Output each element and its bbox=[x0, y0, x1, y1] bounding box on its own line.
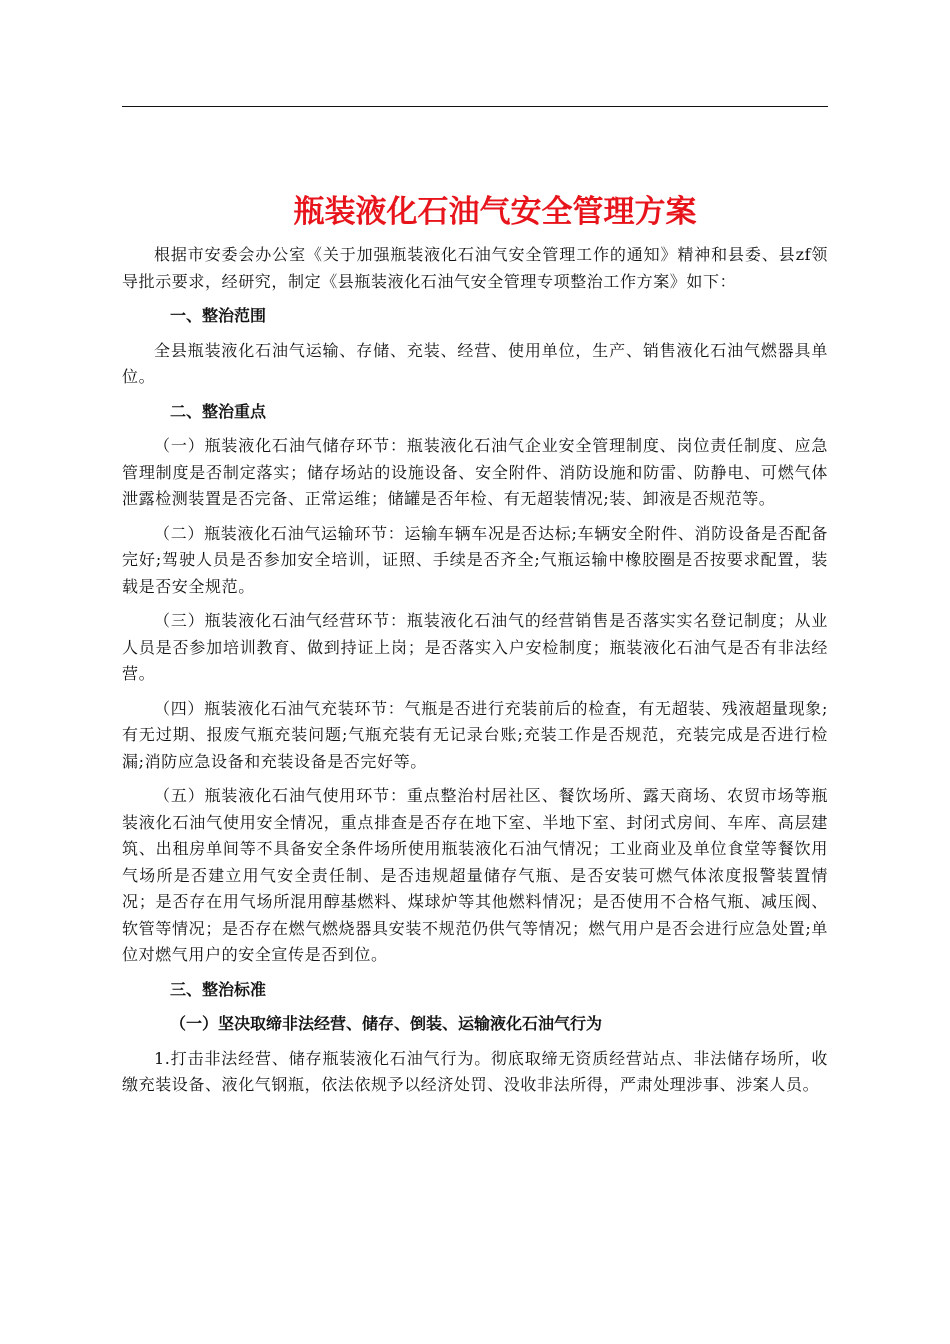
document-title: 瓶装液化石油气安全管理方案 bbox=[293, 194, 697, 230]
focus-filling-paragraph: （四）瓶装液化石油气充装环节：气瓶是否进行充装前后的检查，有无超装、残液超量现象;有无过期、报废气瓶充装问题;气瓶充装有无记录台账;充装工作是否规范，充装完成是否进行检漏;消防应急设备和充装设备是否完好等。 bbox=[122, 698, 828, 771]
scope-paragraph: 全县瓶装液化石油气运输、存储、充装、经营、使用单位，生产、销售液化石油气燃器具单位。 bbox=[122, 340, 828, 386]
section-heading-scope: 一、整治范围 bbox=[170, 306, 267, 325]
section-heading-focus: 二、整治重点 bbox=[170, 401, 267, 421]
focus-storage-paragraph: （一）瓶装液化石油气储存环节：瓶装液化石油气企业安全管理制度、岗位责任制度、应急管理制度是否制定落实；储存场站的设施设备、安全附件、消防设施和防雷、防静电、可燃气体泄露检测装置是否完备、正常运维；储罐是否年检、有无超装情况;装、卸液是否规范等。 bbox=[122, 436, 828, 508]
subsection-heading-ban: （一）坚决取缔非法经营、储存、倒装、运输液化石油气行为 bbox=[170, 1014, 603, 1033]
section-heading-standards: 三、整治标准 bbox=[170, 979, 267, 999]
focus-usage-paragraph: （五）瓶装液化石油气使用环节：重点整治村居社区、餐饮场所、露天商场、农贸市场等瓶装液化石油气使用安全情况，重点排查是否存在地下室、半地下室、封闭式房间、车库、高层建筑、出租房单间等不具备安全条件场所使用瓶装液化石油气情况；工业商业及单位食堂等餐饮用气场所是否建立用气安全责任制、是否违规超量储存气瓶、是否安装可燃气体浓度报警装置情况；是否存在用气场所混用醇基燃料、煤球炉等其他燃料情况；是否使用不合格气瓶、减压阀、软管等情况；是否存在燃气燃烧器具安装不规范仍供气等情况；燃气用户是否会进行应急处置;单位对燃气用户的安全宣传是否到位。 bbox=[122, 786, 828, 964]
focus-business-paragraph: （三）瓶装液化石油气经营环节：瓶装液化石油气的经营销售是否落实实名登记制度；从业人员是否参加培训教育、做到持证上岗；是否落实入户安检制度；瓶装液化石油气是否有非法经营。 bbox=[122, 611, 828, 683]
intro-paragraph: 根据市安委会办公室《关于加强瓶装液化石油气安全管理工作的通知》精神和县委、县zf领导批示要求，经研究，制定《县瓶装液化石油气安全管理专项整治工作方案》如下： bbox=[122, 245, 828, 291]
document-body bbox=[122, 190, 828, 1107]
standards-item-1-paragraph: 1.打击非法经营、储存瓶装液化石油气行为。彻底取缔无资质经营站点、非法储存场所，收缴充装设备、液化气钢瓶，依法依规予以经济处罚、没收非法所得，严肃处理涉事、涉案人员。 bbox=[122, 1048, 828, 1094]
header-rule bbox=[122, 106, 828, 107]
focus-transport-paragraph: （二）瓶装液化石油气运输环节：运输车辆车况是否达标;车辆安全附件、消防设备是否配备完好;驾驶人员是否参加安全培训，证照、手续是否齐全;气瓶运输中橡胶圈是否按要求配置，装载是否安全规范。 bbox=[122, 523, 828, 596]
